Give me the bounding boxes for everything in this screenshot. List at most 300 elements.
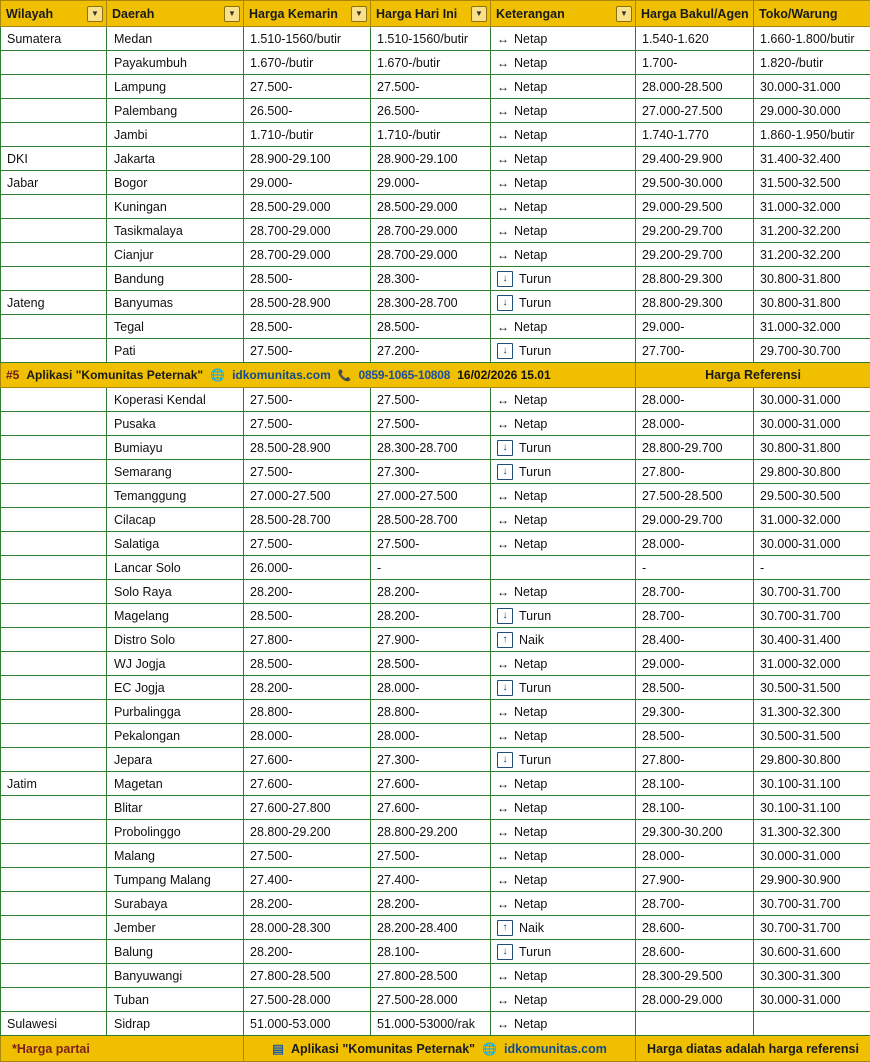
cell-keterangan [491,652,636,676]
cell-keterangan [491,892,636,916]
cell-harga-hari-ini: 28.200- [371,580,491,604]
cell-keterangan [491,388,636,412]
cell-daerah: Tasikmalaya [107,219,244,243]
column-header-harga-bakul-agen[interactable] [636,1,754,27]
status-badge: Netap [514,825,547,839]
cell-harga-bakul-agen: 28.000- [636,844,754,868]
cell-harga-hari-ini: 28.300-28.700 [371,436,491,460]
table-row [1,291,870,315]
cell-keterangan [491,99,636,123]
status-badge: Netap [514,248,547,262]
status-badge: Netap [514,873,547,887]
cell-keterangan [491,291,636,315]
globe-icon: 🌐 [482,1042,497,1056]
cell-harga-hari-ini: 28.200-28.400 [371,916,491,940]
cell-harga-hari-ini: 27.600- [371,772,491,796]
status-badge: Naik [519,921,544,935]
cell-harga-kemarin: 28.800-29.200 [244,820,371,844]
cell-harga-hari-ini: 28.000- [371,724,491,748]
table-row [1,315,870,339]
cell-harga-kemarin: 27.500- [244,339,371,363]
cell-wilayah [1,748,107,772]
footer-app-info [244,1036,636,1062]
cell-wilayah: Jatim [1,772,107,796]
status-badge: Netap [514,56,547,70]
table-header [1,1,870,27]
cell-wilayah [1,868,107,892]
cell-daerah: Bogor [107,171,244,195]
column-header-harga-kemarin[interactable] [244,1,371,27]
filter-dropdown-icon[interactable]: ▼ [471,6,487,22]
status-badge: Netap [514,176,547,190]
cell-toko-warung: 30.000-31.000 [754,75,870,99]
cell-harga-kemarin: 28.500- [244,267,371,291]
cell-toko-warung: 30.000-31.000 [754,988,870,1012]
cell-toko-warung: 1.820-/butir [754,51,870,75]
cell-keterangan [491,460,636,484]
cell-harga-kemarin: 28.200- [244,892,371,916]
cell-keterangan [491,964,636,988]
cell-wilayah [1,195,107,219]
cell-harga-hari-ini: 1.510-1560/butir [371,27,491,51]
cell-keterangan [491,748,636,772]
cell-wilayah [1,484,107,508]
cell-toko-warung: 31.300-32.300 [754,700,870,724]
cell-harga-hari-ini: 27.300- [371,748,491,772]
cell-wilayah [1,844,107,868]
cell-wilayah [1,676,107,700]
footer-note-left [1,1036,244,1062]
cell-toko-warung: 30.800-31.800 [754,436,870,460]
cell-keterangan [491,556,636,580]
cell-wilayah [1,652,107,676]
cell-harga-kemarin: 26.500- [244,99,371,123]
cell-harga-kemarin: 28.500-28.900 [244,436,371,460]
cell-daerah: Pusaka [107,412,244,436]
status-netap-icon: ↔ [497,729,508,743]
table-row [1,868,870,892]
cell-wilayah [1,51,107,75]
status-badge: Netap [514,777,547,791]
status-netap-icon: ↔ [497,705,508,719]
status-netap-icon: ↔ [497,32,508,46]
cell-harga-hari-ini: 1.710-/butir [371,123,491,147]
footer-left-label: *Harga partai [6,1042,90,1056]
cell-toko-warung: 30.700-31.700 [754,604,870,628]
cell-harga-bakul-agen [636,1012,754,1036]
cell-toko-warung: 30.000-31.000 [754,844,870,868]
table-row [1,532,870,556]
cell-harga-kemarin: 27.800-28.500 [244,964,371,988]
cell-daerah: Magelang [107,604,244,628]
cell-wilayah [1,436,107,460]
cell-harga-kemarin: 27.500- [244,460,371,484]
cell-daerah: Pekalongan [107,724,244,748]
cell-wilayah [1,556,107,580]
cell-harga-kemarin: 27.500- [244,75,371,99]
cell-keterangan [491,844,636,868]
column-header-label: Wilayah [6,7,53,21]
cell-toko-warung: 30.700-31.700 [754,916,870,940]
cell-harga-bakul-agen: 28.100- [636,772,754,796]
cell-wilayah [1,964,107,988]
cell-toko-warung: 30.000-31.000 [754,388,870,412]
cell-toko-warung: 31.400-32.400 [754,147,870,171]
cell-harga-bakul-agen: 28.800-29.300 [636,267,754,291]
status-turun-icon: ↓ [497,608,513,624]
status-netap-icon: ↔ [497,200,508,214]
cell-toko-warung: 29.000-30.000 [754,99,870,123]
cell-daerah: Jambi [107,123,244,147]
table-row [1,339,870,363]
filter-dropdown-icon[interactable]: ▼ [224,6,240,22]
cell-wilayah [1,532,107,556]
table-row [1,844,870,868]
cell-harga-bakul-agen: 27.800- [636,460,754,484]
cell-harga-kemarin: 27.500- [244,532,371,556]
cell-toko-warung: 30.700-31.700 [754,892,870,916]
footer-website[interactable]: idkomunitas.com [504,1042,607,1056]
status-badge: Netap [514,320,547,334]
table-row [1,556,870,580]
cell-daerah: Blitar [107,796,244,820]
cell-harga-hari-ini: 27.200- [371,339,491,363]
cell-keterangan [491,700,636,724]
cell-harga-bakul-agen: - [636,556,754,580]
cell-wilayah: Jateng [1,291,107,315]
status-badge: Turun [519,296,551,310]
cell-harga-kemarin: 28.800- [244,700,371,724]
cell-harga-bakul-agen: 29.000- [636,652,754,676]
cell-harga-hari-ini: 27.500- [371,388,491,412]
table-row [1,123,870,147]
banner-phone[interactable]: 0859-1065-10808 [358,368,450,382]
cell-harga-hari-ini: 27.500-28.000 [371,988,491,1012]
cell-harga-bakul-agen: 1.740-1.770 [636,123,754,147]
cell-keterangan [491,772,636,796]
table-row [1,772,870,796]
status-badge: Netap [514,537,547,551]
phone-icon: 📞 [338,369,352,382]
cell-harga-hari-ini: 26.500- [371,99,491,123]
cell-wilayah [1,339,107,363]
cell-daerah: Payakumbuh [107,51,244,75]
status-turun-icon: ↓ [497,944,513,960]
cell-harga-kemarin: 27.500-28.000 [244,988,371,1012]
cell-harga-bakul-agen: 28.600- [636,916,754,940]
status-netap-icon: ↔ [497,537,508,551]
cell-daerah: Cianjur [107,243,244,267]
status-turun-icon: ↓ [497,752,513,768]
column-header-daerah[interactable] [107,1,244,27]
banner-datetime: 16/02/2026 15.01 [457,368,550,382]
cell-harga-hari-ini: 27.300- [371,460,491,484]
cell-harga-hari-ini: 27.800-28.500 [371,964,491,988]
table-row [1,147,870,171]
cell-toko-warung: 30.600-31.600 [754,940,870,964]
cell-harga-bakul-agen: 27.500-28.500 [636,484,754,508]
status-badge: Turun [519,272,551,286]
cell-toko-warung: 31.200-32.200 [754,243,870,267]
cell-wilayah [1,628,107,652]
cell-harga-bakul-agen: 1.700- [636,51,754,75]
cell-daerah: WJ Jogja [107,652,244,676]
cell-harga-bakul-agen: 29.300-30.200 [636,820,754,844]
cell-harga-bakul-agen: 28.500- [636,724,754,748]
cell-wilayah [1,796,107,820]
cell-toko-warung: 29.900-30.900 [754,868,870,892]
cell-harga-bakul-agen: 29.200-29.700 [636,243,754,267]
cell-daerah: Temanggung [107,484,244,508]
cell-harga-bakul-agen: 28.000- [636,388,754,412]
cell-harga-bakul-agen: 28.100- [636,796,754,820]
cell-toko-warung: 30.300-31.300 [754,964,870,988]
status-badge: Netap [514,801,547,815]
cell-toko-warung: 1.660-1.800/butir [754,27,870,51]
status-badge: Netap [514,705,547,719]
cell-harga-bakul-agen: 28.000-29.000 [636,988,754,1012]
cell-daerah: Salatiga [107,532,244,556]
cell-daerah: Medan [107,27,244,51]
cell-toko-warung: 30.500-31.500 [754,724,870,748]
banner-app-label: Aplikasi "Komunitas Peternak" [26,368,203,382]
cell-harga-kemarin: 28.500- [244,652,371,676]
table-row [1,508,870,532]
cell-harga-kemarin: 28.500-28.700 [244,508,371,532]
cell-harga-hari-ini: 28.800- [371,700,491,724]
status-netap-icon: ↔ [497,993,508,1007]
cell-wilayah: DKI [1,147,107,171]
cell-keterangan [491,796,636,820]
cell-wilayah [1,940,107,964]
cell-wilayah [1,99,107,123]
status-netap-icon: ↔ [497,248,508,262]
cell-harga-bakul-agen: 28.300-29.500 [636,964,754,988]
cell-harga-kemarin: 27.600-27.800 [244,796,371,820]
cell-daerah: Malang [107,844,244,868]
status-badge: Netap [514,152,547,166]
cell-daerah: Banyumas [107,291,244,315]
cell-harga-kemarin: 28.000- [244,724,371,748]
cell-toko-warung: 31.300-32.300 [754,820,870,844]
table-row [1,1012,870,1036]
table-row [1,27,870,51]
table-row [1,75,870,99]
table-row [1,388,870,412]
cell-harga-hari-ini: 27.000-27.500 [371,484,491,508]
cell-wilayah: Sumatera [1,27,107,51]
table-row [1,652,870,676]
status-netap-icon: ↔ [497,585,508,599]
table-row [1,219,870,243]
cell-keterangan [491,604,636,628]
status-badge: Netap [514,513,547,527]
cell-daerah: Magetan [107,772,244,796]
status-netap-icon: ↔ [497,152,508,166]
cell-keterangan [491,532,636,556]
cell-harga-kemarin: 28.900-29.100 [244,147,371,171]
status-badge: Netap [514,849,547,863]
table-row [1,892,870,916]
cell-harga-hari-ini: 28.700-29.000 [371,219,491,243]
column-header-wilayah[interactable] [1,1,107,27]
cell-wilayah: Jabar [1,171,107,195]
status-turun-icon: ↓ [497,440,513,456]
cell-harga-kemarin: 28.500-28.900 [244,291,371,315]
cell-wilayah [1,75,107,99]
column-header-toko-warung[interactable] [754,1,870,27]
cell-toko-warung [754,1012,870,1036]
column-header-harga-hari-ini[interactable] [371,1,491,27]
cell-keterangan [491,868,636,892]
cell-harga-kemarin: 28.200- [244,580,371,604]
cell-harga-bakul-agen: 29.000-29.500 [636,195,754,219]
cell-daerah: Semarang [107,460,244,484]
cell-keterangan [491,51,636,75]
cell-harga-kemarin: 27.800- [244,628,371,652]
cell-daerah: Lancar Solo [107,556,244,580]
cell-harga-hari-ini: 27.900- [371,628,491,652]
cell-keterangan [491,195,636,219]
status-badge: Netap [514,32,547,46]
table-row [1,195,870,219]
table-row [1,964,870,988]
cell-toko-warung: 30.800-31.800 [754,291,870,315]
cell-harga-hari-ini: 27.500- [371,75,491,99]
cell-toko-warung: - [754,556,870,580]
filter-dropdown-icon[interactable]: ▼ [351,6,367,22]
cell-wilayah [1,724,107,748]
cell-harga-kemarin: 27.500- [244,844,371,868]
status-badge: Netap [514,657,547,671]
status-netap-icon: ↔ [497,969,508,983]
cell-harga-hari-ini: 28.900-29.100 [371,147,491,171]
cell-keterangan [491,508,636,532]
cell-harga-hari-ini: 28.500-29.000 [371,195,491,219]
column-header-keterangan[interactable] [491,1,636,27]
cell-daerah: Balung [107,940,244,964]
table-row [1,436,870,460]
cell-daerah: EC Jogja [107,676,244,700]
table-row [1,267,870,291]
status-netap-icon: ↔ [497,777,508,791]
cell-keterangan [491,171,636,195]
cell-harga-kemarin: 28.200- [244,676,371,700]
filter-dropdown-icon[interactable]: ▼ [87,6,103,22]
cell-keterangan [491,676,636,700]
cell-toko-warung: 30.700-31.700 [754,580,870,604]
cell-harga-bakul-agen: 27.900- [636,868,754,892]
banner-website[interactable]: idkomunitas.com [232,368,331,382]
cell-harga-bakul-agen: 27.000-27.500 [636,99,754,123]
table-row [1,460,870,484]
cell-keterangan [491,339,636,363]
status-badge: Netap [514,224,547,238]
footer-row [1,1036,870,1062]
cell-keterangan [491,123,636,147]
cell-keterangan [491,315,636,339]
status-badge: Netap [514,489,547,503]
cell-harga-bakul-agen: 27.700- [636,339,754,363]
cell-harga-hari-ini: 28.000- [371,676,491,700]
table-row [1,940,870,964]
cell-toko-warung: 30.400-31.400 [754,628,870,652]
cell-harga-bakul-agen: 28.400- [636,628,754,652]
status-netap-icon: ↔ [497,176,508,190]
status-netap-icon: ↔ [497,128,508,142]
cell-harga-bakul-agen: 29.200-29.700 [636,219,754,243]
cell-daerah: Jepara [107,748,244,772]
cell-wilayah [1,700,107,724]
filter-dropdown-icon[interactable]: ▼ [616,6,632,22]
status-netap-icon: ↔ [497,80,508,94]
cell-harga-bakul-agen: 1.540-1.620 [636,27,754,51]
cell-toko-warung: 29.800-30.800 [754,748,870,772]
status-badge: Turun [519,465,551,479]
cell-harga-hari-ini: - [371,556,491,580]
status-badge: Turun [519,441,551,455]
status-badge: Netap [514,200,547,214]
promo-banner-row [1,363,870,388]
cell-keterangan [491,940,636,964]
cell-wilayah [1,460,107,484]
cell-harga-hari-ini: 28.300-28.700 [371,291,491,315]
cell-harga-bakul-agen: 27.800- [636,748,754,772]
mobile-icon: ▤ [272,1041,284,1056]
table-row [1,820,870,844]
cell-wilayah: Sulawesi [1,1012,107,1036]
cell-harga-hari-ini: 28.300- [371,267,491,291]
status-netap-icon: ↔ [497,897,508,911]
status-turun-icon: ↓ [497,680,513,696]
cell-harga-bakul-agen: 28.800-29.700 [636,436,754,460]
cell-harga-hari-ini: 28.500- [371,315,491,339]
cell-wilayah [1,892,107,916]
cell-toko-warung: 31.200-32.200 [754,219,870,243]
cell-daerah: Palembang [107,99,244,123]
table-row [1,700,870,724]
table-row [1,796,870,820]
status-badge: Netap [514,993,547,1007]
cell-daerah: Sidrap [107,1012,244,1036]
cell-keterangan [491,147,636,171]
header-row [1,1,870,27]
cell-harga-kemarin: 27.400- [244,868,371,892]
status-badge: Netap [514,104,547,118]
status-netap-icon: ↔ [497,513,508,527]
cell-harga-kemarin: 29.000- [244,171,371,195]
cell-toko-warung: 29.700-30.700 [754,339,870,363]
status-turun-icon: ↓ [497,343,513,359]
cell-harga-hari-ini: 51.000-53000/rak [371,1012,491,1036]
status-netap-icon: ↔ [497,657,508,671]
column-header-label: Harga Bakul/Agen [641,7,749,21]
cell-daerah: Tuban [107,988,244,1012]
cell-daerah: Pati [107,339,244,363]
cell-keterangan [491,820,636,844]
cell-harga-bakul-agen: 28.800-29.300 [636,291,754,315]
cell-harga-hari-ini: 27.500- [371,844,491,868]
table-body [1,27,870,1036]
status-netap-icon: ↔ [497,489,508,503]
cell-toko-warung: 29.800-30.800 [754,460,870,484]
cell-daerah: Distro Solo [107,628,244,652]
status-naik-icon: ↑ [497,920,513,936]
table-row [1,988,870,1012]
cell-harga-hari-ini: 28.500- [371,652,491,676]
status-turun-icon: ↓ [497,271,513,287]
cell-wilayah [1,916,107,940]
